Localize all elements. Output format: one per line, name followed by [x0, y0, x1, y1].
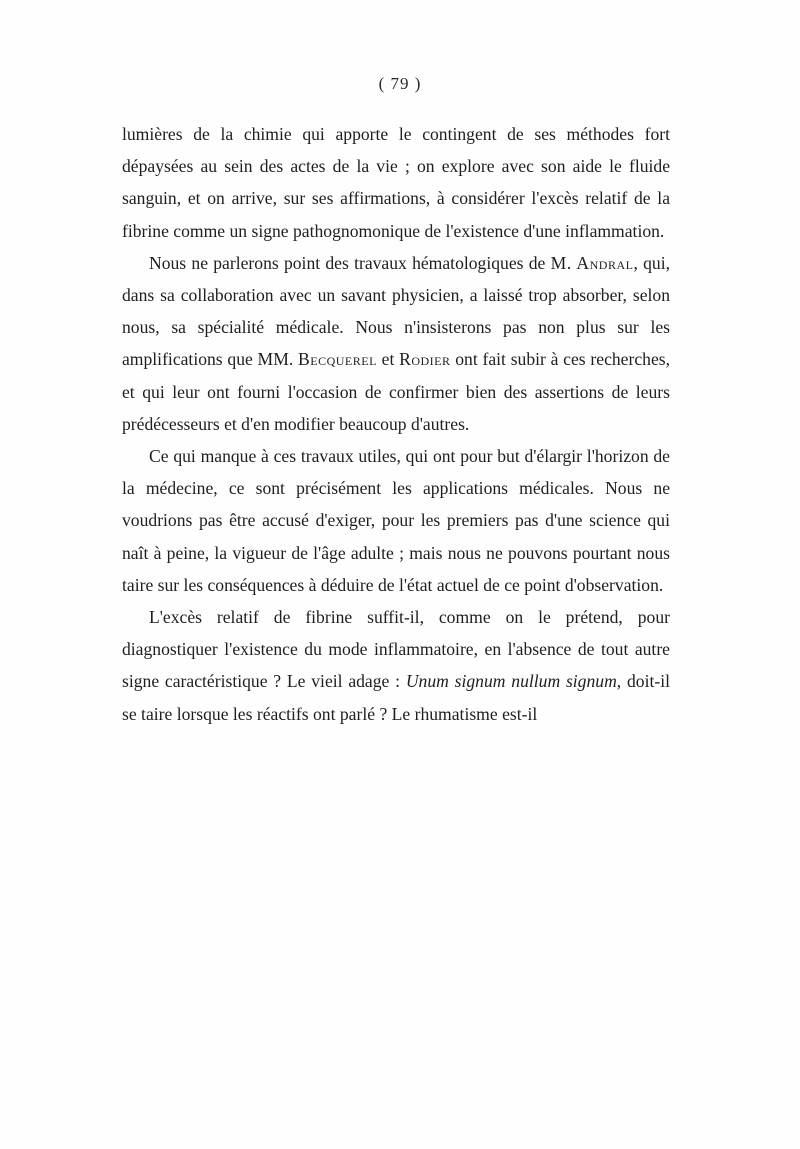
author-name: Rodier [399, 349, 451, 370]
author-name: M. Andral [550, 252, 634, 273]
paragraph [122, 440, 670, 601]
paragraph [122, 247, 670, 440]
page-number: ( 79 ) [378, 74, 422, 93]
paragraph-text: , doit-il se taire lorsque les réactifs ont parlé ? Le rhumatisme est-il [122, 671, 670, 724]
paragraph-text: Ce qui manque à ces travaux utiles, qui ont pour but d'élargir l'horizon de la médecine, ce sont précisément les applications médicales. Nous ne voudrions pas être accusé d'exiger, pour les premiers pas d'une science qui naît à peine, la vigueur de l'âge adulte ; mais nous ne pouvons pourtant nous taire sur les conséquences à déduire de l'état actuel de ce point d'observation. [122, 446, 670, 595]
paragraph-text: et [376, 349, 400, 370]
paragraph [122, 601, 670, 730]
paragraph-text: , qui, dans sa collaboration avec un savant physicien, a laissé trop absorber, selon nous, sa spécialité médicale. Nous n'insisterons pas non plus sur les amplifications que MM. [122, 252, 670, 370]
paragraph [122, 118, 670, 247]
latin-quote: Unum signum nullum signum [405, 671, 617, 692]
paragraph-text: lumières de la chimie qui apporte le contingent de ses méthodes fort dépaysées au sein des actes de la vie ; on explore avec son aide le fluide sanguin, et on arrive, sur ses affirmations, à considérer l'excès relatif de la fibrine comme un signe pathognomonique de l'existence d'une inflammation. [122, 124, 670, 241]
paragraph-text: Nous ne parlerons point des travaux hématologiques de [149, 252, 551, 273]
paragraph-text: L'excès relatif de fibrine suffit-il, comme on le prétend, pour diagnostiquer l'existence du mode inflammatoire, en l'absence de tout autre signe caractéristique ? Le vieil adage : [122, 607, 670, 692]
paragraph-text: ont fait subir à ces recherches, et qui leur ont fourni l'occasion de confirmer bien des assertions de leurs prédécesseurs et d'en modifier beaucoup d'autres. [122, 349, 670, 434]
body-text [122, 118, 670, 730]
author-name: Becquerel [298, 349, 377, 370]
